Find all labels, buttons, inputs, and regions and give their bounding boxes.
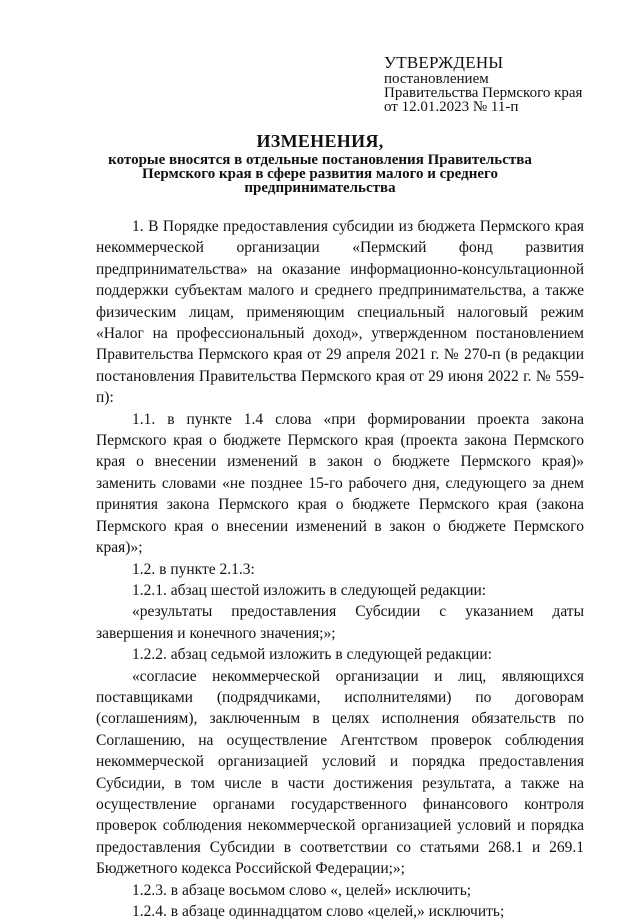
paragraph-1-2-3: 1.2.3. в абзаце восьмом слово «, целей» исключить; [132, 881, 472, 899]
approval-title: УТВЕРЖДЕНЫ [384, 53, 504, 72]
paragraph-1-2-1-text: «результаты предоставления Субсидии с указанием даты завершения и конечного значения;»; [96, 603, 584, 642]
approval-line-3: от 12.01.2023 № 11-п [384, 99, 519, 115]
paragraph-1-2-2: 1.2.2. абзац седьмой изложить в следующей редакции: [132, 646, 492, 664]
document-heading [90, 131, 550, 195]
paragraph-1-1: 1.1. в пункте 1.4 слова «при формировании проекта закона Пермского края о бюджете Пермского края (проекта закона Пермского края о внесении изменений в закон о бюджете Пермского края)» заменить словами «не позднее 15-го рабочего дня, следующего за днем принятия закона Пермского края о бюджете Пермского края (закона Пермского края о внесении изменений в закон о бюджете Пермского края)»; [96, 410, 584, 557]
approval-line-1: постановлением [384, 71, 489, 87]
paragraph-1-2-4: 1.2.4. в абзаце одиннадцатом слово «целей,» исключить; [132, 903, 505, 920]
paragraph-1-2-2-text: «согласие некоммерческой организации и лиц, являющихся поставщиками (подрядчиками, исполнителями) по договорам (соглашениям), заключенным в целях исполнения обязательств по Соглашению, на осуществление Агентством проверок соблюдения некоммерческой организацией условий и порядка предоставления Субсидии, в том числе в части достижения результата, а также на осуществление органами государственного финансового контроля проверок соблюдения некоммерческой организацией условий и порядка предоставления Субсидии в соответствии со статьями 268.1 и 269.1 Бюджетного кодекса Российской Федерации;»; [96, 667, 584, 878]
approval-line-2: Правительства Пермского края [384, 85, 583, 101]
paragraph-1-2-1: 1.2.1. абзац шестой изложить в следующей редакции: [132, 581, 487, 599]
heading-subtitle: которые вносятся в отдельные постановления Правительства Пермского края в сфере развития малого и среднего предпринимательства [108, 152, 532, 196]
paragraph-1-2: 1.2. в пункте 2.1.3: [132, 560, 255, 578]
document-body [96, 216, 584, 922]
paragraph-1: 1. В Порядке предоставления субсидии из бюджета Пермского края некоммерческой организации «Пермский фонд развития предпринимательства» на оказание информационно-консультационной поддержки субъектам малого и среднего предпринимательства, а также физическим лицам, применяющим специальный налоговый режим «Налог на профессиональный доход», утвержденном постановлением Правительства Пермского края от 29 апреля 2021 г. № 270-п (в редакции постановления Правительства Пермского края от 29 июня 2022 г. № 559-п): [96, 218, 584, 407]
approval-stamp [384, 54, 582, 114]
heading-title: ИЗМЕНЕНИЯ, [256, 131, 384, 151]
